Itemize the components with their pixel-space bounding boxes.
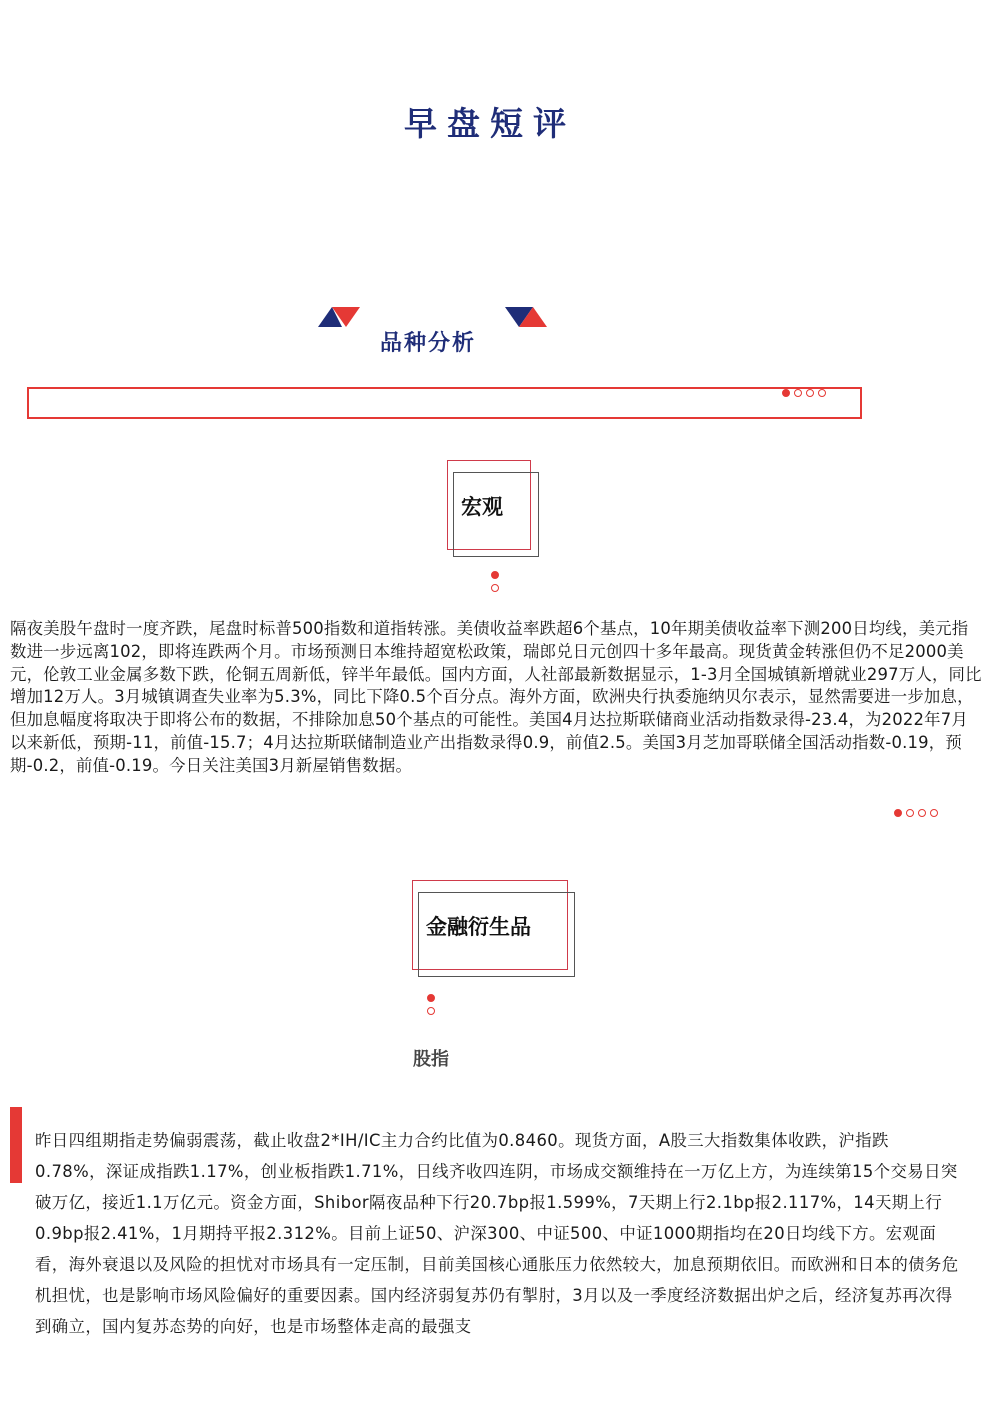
macro-paragraph: 隔夜美股午盘时一度齐跌，尾盘时标普500指数和道指转涨。美债收益率跌超6个基点，10年期美债收益率下测200日均线，美元指数进一步远离102，即将连跌两个月。市场预测日本维持超宽松政策，瑞郎兑日元创四十多年最高。现货黄金转涨但仍不足2000美元，伦敦工业金属多数下跌，伦铜五周新低，锌半年最低。国内方面，人社部最新数据显示，1-3月全国城镇新增就业297万人，同比增加12万人。3月城镇调查失业率为5.3%，同比下降0.5个百分点。海外方面，欧洲央行执委施纳贝尔表示，显然需要进一步加息，但加息幅度将取决于即将公布的数据，不排除加息50个基点的可能性。美国4月达拉斯联储商业活动指数录得-23.4，为2022年7月以来新低，预期-11，前值-15.7；4月达拉斯联储制造业产出指数录得0.9，前值2.5。美国3月芝加哥联储全国活动指数-0.19，预期-0.2，前值-0.19。今日关注美国3月新屋销售数据。	[10, 619, 982, 775]
dot-empty	[906, 809, 914, 817]
derivatives-dots	[427, 994, 435, 1015]
dot-empty	[427, 1007, 435, 1015]
triangle-decoration-left	[318, 305, 362, 329]
page-title: 早盘短评	[404, 104, 576, 143]
dot-filled	[427, 994, 435, 1002]
dot-filled	[782, 389, 790, 397]
dot-empty	[806, 389, 814, 397]
section-banner-bar	[27, 387, 862, 419]
derivatives-paragraph: 昨日四组期指走势偏弱震荡，截止收盘2*IH/IC主力合约比值为0.8460。现货方面，A股三大指数集体收跌，沪指跌0.78%，深证成指跌1.17%，创业板指跌1.71%，日线齐收四连阴，市场成交额维持在一万亿上方，为连续第15个交易日突破万亿，接近1.1万亿元。资金方面，Shibor隔夜品种下行20.7bp报1.599%，7天期上行2.1bp报2.117%，14天期上行0.9bp报2.41%，1月期持平报2.312%。目前上证50、沪深300、中证500、中证1000期指均在20日均线下方。宏观面看，海外衰退以及风险的担忧对市场具有一定压制，目前美国核心通胀压力依然较大，加息预期依旧。而欧洲和日本的债务危机担忧，也是影响市场风险偏好的重要因素。国内经济弱复苏仍有掣肘，3月以及一季度经济数据出炉之后，经济复苏再次得到确立，国内复苏态势的向好，也是市场整体走高的最强支	[35, 1131, 959, 1336]
dot-empty	[930, 809, 938, 817]
dot-empty	[818, 389, 826, 397]
dot-filled	[491, 571, 499, 579]
macro-dots	[491, 571, 499, 592]
triangle-decoration-right	[505, 305, 549, 329]
dot-indicator	[782, 389, 826, 397]
sub-heading: 股指	[413, 1049, 449, 1070]
derivatives-label: 金融衍生品	[426, 915, 531, 939]
accent-bar	[10, 1107, 22, 1183]
section-heading: 品种分析	[380, 331, 477, 356]
dot-empty	[491, 584, 499, 592]
dot-filled	[894, 809, 902, 817]
dot-indicator	[894, 809, 938, 817]
dot-empty	[794, 389, 802, 397]
dot-empty	[918, 809, 926, 817]
macro-label: 宏观	[461, 495, 503, 519]
